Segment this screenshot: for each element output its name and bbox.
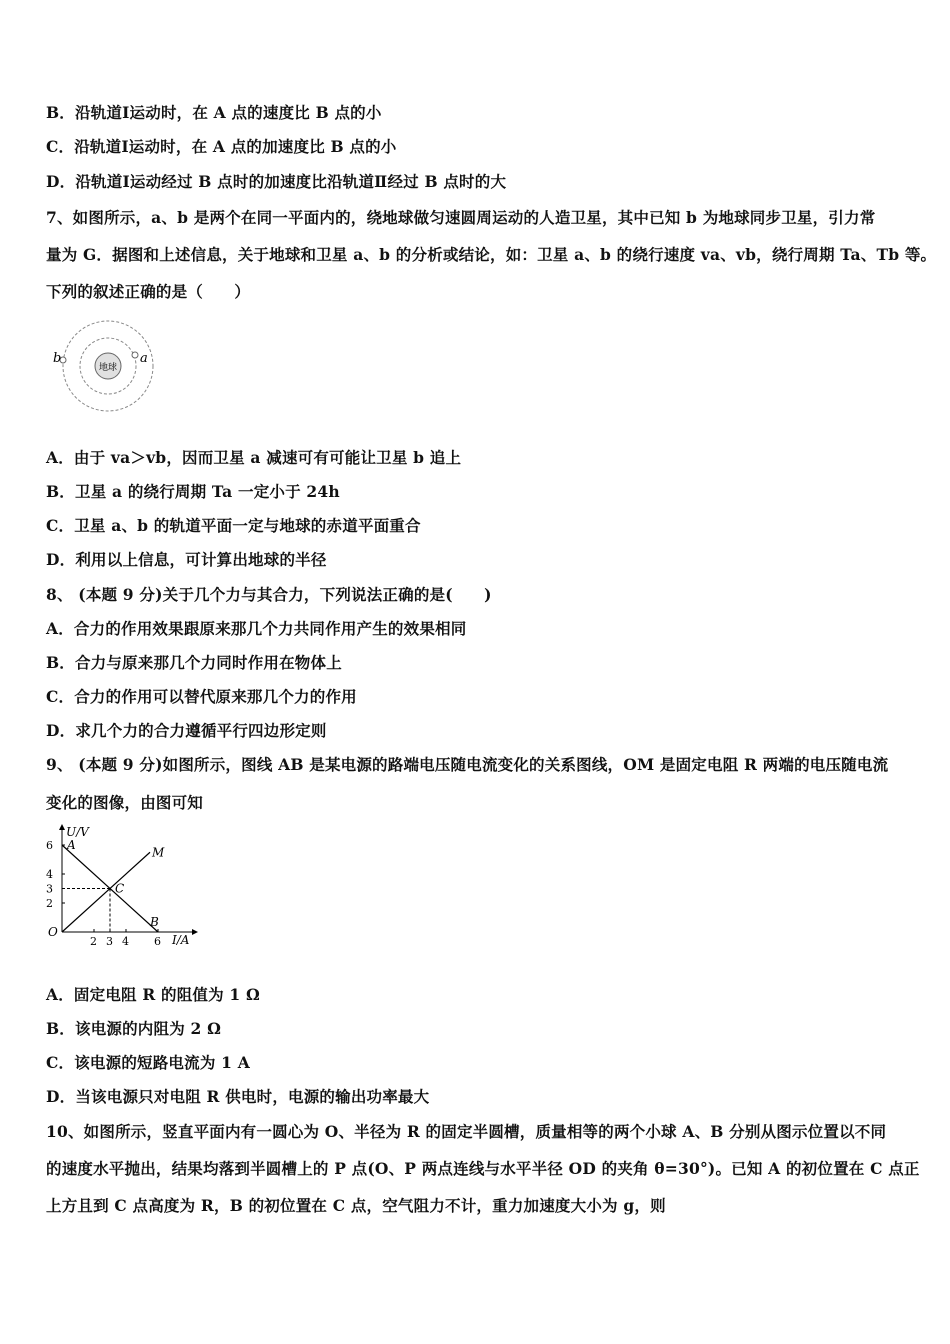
y-tick-label-2: 3	[46, 882, 53, 896]
satellite-a-label: a	[140, 351, 148, 366]
x-tick-label-1: 3	[106, 935, 113, 948]
q9-stem-line1: 9、 (本题 9 分)如图所示，图线 AB 是某电源的路端电压随电流变化的关系图线，OM 是固定电阻 R 两端的电压随电流	[46, 755, 889, 774]
q7-stem-line2: 量为 G．据图和上述信息，关于地球和卫星 a、b 的分析或结论，如：卫星 a、b 的绕行速度 va、vb，绕行周期 Ta、Tb 等。	[46, 245, 937, 264]
q6-option-c: C．沿轨道Ⅰ运动时，在 A 点的加速度比 B 点的小	[46, 137, 397, 156]
x-axis-arrow-icon	[192, 929, 198, 935]
q9-stem-line2: 变化的图像，由图可知	[46, 793, 204, 812]
q7-stem-line3: 下列的叙述正确的是（ ）	[46, 282, 251, 301]
x-tick-label-0: 2	[90, 935, 97, 948]
q8-stem: 8、 (本题 9 分)关于几个力与其合力，下列说法正确的是( )	[46, 585, 492, 604]
q7-option-a: A．由于 va＞vb，因而卫星 a 减速可有可能让卫星 b 追上	[46, 448, 462, 467]
y-axis-arrow-icon	[59, 824, 65, 830]
y-tick-label-3: 2	[46, 897, 53, 910]
q9-option-b: B．该电源的内阻为 2 Ω	[46, 1019, 222, 1038]
q8-option-a: A．合力的作用效果跟原来那几个力共同作用产生的效果相同	[46, 619, 467, 638]
x-tick-label-3: 6	[154, 935, 161, 948]
point-b-label: B	[150, 915, 159, 929]
q7-option-c: C．卫星 a、b 的轨道平面一定与地球的赤道平面重合	[46, 516, 421, 535]
x-tick-label-2: 4	[122, 935, 129, 948]
origin-label: O	[48, 925, 58, 939]
orbit-diagram	[48, 318, 163, 413]
q10-stem-line1: 10、如图所示，竖直平面内有一圆心为 O、半径为 R 的固定半圆槽，质量相等的两个小球 A、B 分别从图示位置以不同	[46, 1122, 887, 1141]
q7-option-b: B．卫星 a 的绕行周期 Ta 一定小于 24h	[46, 482, 340, 501]
point-m-label: M	[152, 845, 165, 860]
q7-stem-line1: 7、如图所示，a、b 是两个在同一平面内的，绕地球做匀速圆周运动的人造卫星，其中已知 b 为地球同步卫星，引力常	[46, 208, 876, 227]
ui-graph	[42, 822, 202, 950]
series-om-line	[62, 852, 150, 932]
satellite-b-label: b	[53, 351, 62, 366]
q7-option-d: D．利用以上信息，可计算出地球的半径	[46, 550, 327, 569]
point-a-label: A	[67, 838, 76, 852]
y-tick-label-0: 6	[46, 839, 53, 852]
satellite-a-icon	[132, 352, 138, 358]
y-axis-label: U/V	[66, 825, 89, 839]
q10-stem-line3: 上方且到 C 点高度为 R，B 的初位置在 C 点，空气阻力不计，重力加速度大小为 g，则	[46, 1196, 666, 1215]
q8-option-b: B．合力与原来那几个力同时作用在物体上	[46, 653, 342, 672]
y-tick-label-1: 4	[46, 868, 53, 881]
q9-option-a: A．固定电阻 R 的阻值为 1 Ω	[46, 985, 260, 1004]
x-axis-label: I/A	[172, 933, 190, 947]
q8-option-c: C．合力的作用可以替代原来那几个力的作用	[46, 687, 357, 706]
q10-stem-line2: 的速度水平抛出，结果均落到半圆槽上的 P 点(O、P 两点连线与水平半径 OD 的夹角 θ=30°)。已知 A 的初位置在 C 点正	[46, 1159, 920, 1178]
q9-option-d: D．当该电源只对电阻 R 供电时，电源的输出功率最大	[46, 1087, 430, 1106]
earth-label: 地球	[98, 363, 118, 373]
q9-option-c: C．该电源的短路电流为 1 A	[46, 1053, 250, 1072]
point-c-label: C	[115, 881, 125, 896]
q8-option-d: D．求几个力的合力遵循平行四边形定则	[46, 721, 327, 740]
q6-option-b: B．沿轨道Ⅰ运动时，在 A 点的速度比 B 点的小	[46, 103, 382, 122]
q6-option-d: D．沿轨道Ⅰ运动经过 B 点时的加速度比沿轨道Ⅱ经过 B 点时的大	[46, 172, 507, 191]
